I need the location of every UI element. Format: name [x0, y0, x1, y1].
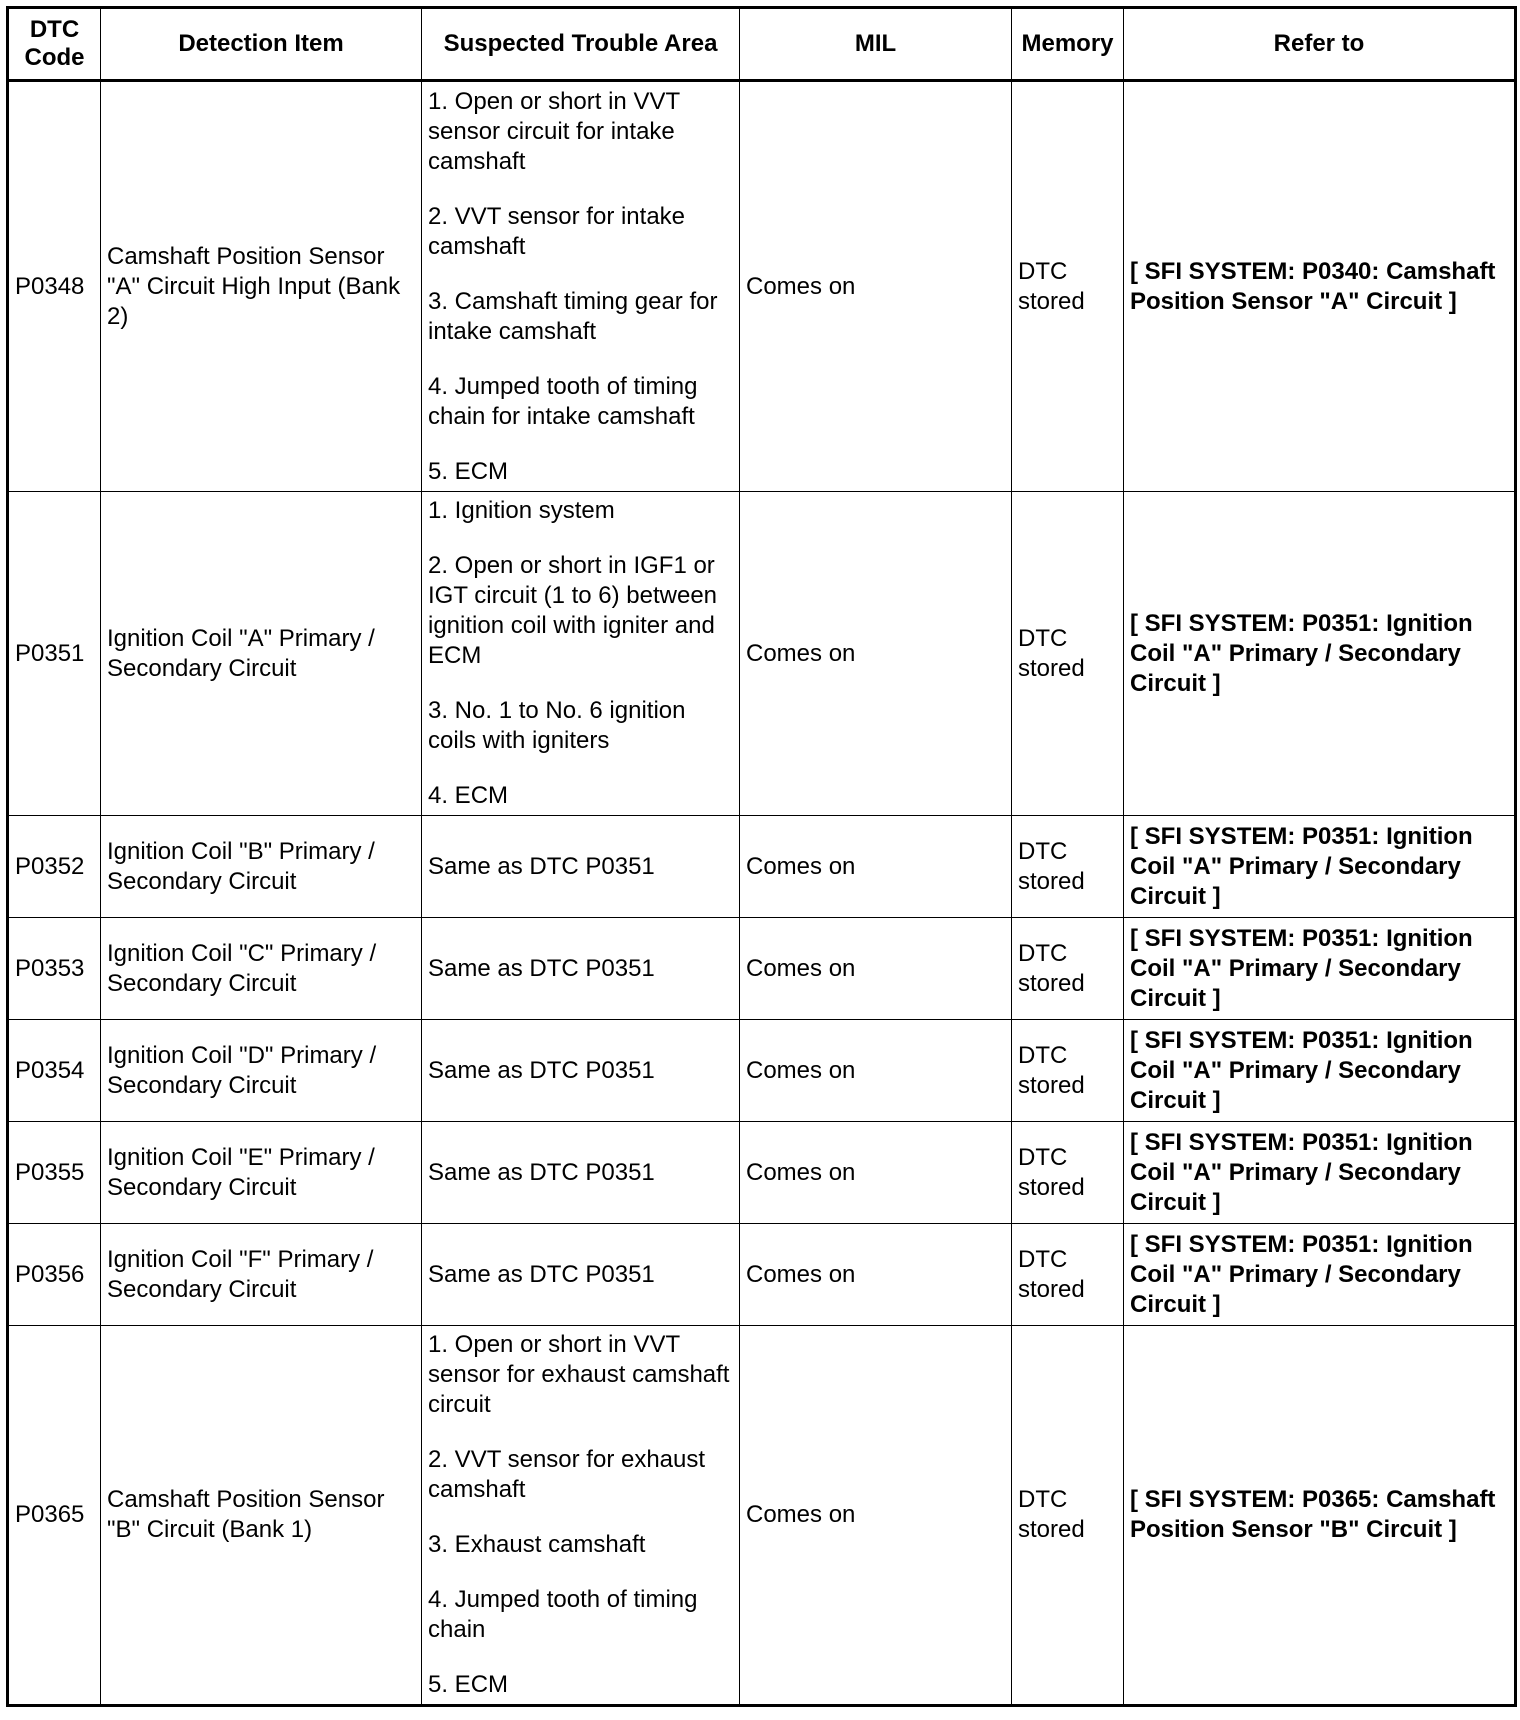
detection-item: Ignition Coil "F" Primary / Secondary Circuit [101, 1224, 422, 1326]
memory-status [1012, 81, 1124, 492]
dtc-code: P0354 [8, 1020, 101, 1122]
header-suspected-trouble-area: Suspected Trouble Area [422, 8, 740, 81]
memory-status [1012, 492, 1124, 816]
trouble-item: 3. No. 1 to No. 6 ignition coils with igniters [428, 697, 686, 754]
trouble-item: 2. VVT sensor for intake camshaft [428, 202, 686, 260]
memory-status [1012, 1326, 1124, 1706]
memory-status [1012, 1224, 1124, 1326]
header-dtc-code [8, 8, 101, 81]
detection-item: Ignition Coil "D" Primary / Secondary Circuit [101, 1020, 422, 1122]
detection-item: Ignition Coil "B" Primary / Secondary Circuit [101, 816, 422, 918]
detection-item: Camshaft Position Sensor "B" Circuit (Bank 1) [101, 1326, 422, 1706]
trouble-item: 1. Open or short in VVT sensor for exhaust camshaft circuit [428, 1331, 730, 1418]
memory-line2: stored [1018, 1275, 1085, 1303]
trouble-item: 5. ECM [428, 1671, 509, 1698]
header-memory: Memory [1012, 8, 1124, 81]
suspected-trouble-area: Same as DTC P0351 [422, 816, 740, 918]
trouble-item: 3. Exhaust camshaft [428, 1531, 646, 1558]
dtc-table-container [6, 6, 1514, 1707]
dtc-code: P0348 [8, 81, 101, 492]
mil-status: Comes on [740, 492, 1012, 816]
memory-line2: stored [1018, 969, 1085, 997]
mil-status: Comes on [740, 816, 1012, 918]
mil-status: Comes on [740, 81, 1012, 492]
table-row [8, 918, 1516, 1020]
mil-status: Comes on [740, 918, 1012, 1020]
detection-item: Ignition Coil "C" Primary / Secondary Circuit [101, 918, 422, 1020]
suspected-trouble-area: Same as DTC P0351 [422, 1224, 740, 1326]
trouble-item: 4. ECM [428, 782, 509, 809]
memory-line1: DTC [1018, 837, 1068, 865]
dtc-code: P0353 [8, 918, 101, 1020]
header-refer-to: Refer to [1124, 8, 1516, 81]
header-mil: MIL [740, 8, 1012, 81]
dtc-table [6, 6, 1517, 1707]
refer-to-link[interactable]: [ SFI SYSTEM: P0365: Camshaft Position Sensor "B" Circuit ] [1124, 1326, 1516, 1706]
table-row [8, 816, 1516, 918]
mil-status: Comes on [740, 1020, 1012, 1122]
table-row [8, 1224, 1516, 1326]
detection-item: Ignition Coil "A" Primary / Secondary Circuit [101, 492, 422, 816]
dtc-code: P0365 [8, 1326, 101, 1706]
detection-item: Ignition Coil "E" Primary / Secondary Circuit [101, 1122, 422, 1224]
memory-line1: DTC [1018, 1041, 1068, 1069]
memory-line2: stored [1018, 867, 1085, 895]
trouble-item: 2. VVT sensor for exhaust camshaft [428, 1446, 706, 1503]
refer-to-link[interactable]: [ SFI SYSTEM: P0351: Ignition Coil "A" Primary / Secondary Circuit ] [1124, 492, 1516, 816]
suspected-trouble-area [422, 81, 740, 492]
header-detection-item: Detection Item [101, 8, 422, 81]
table-row [8, 492, 1516, 816]
trouble-item: 3. Camshaft timing gear for intake camshaft [428, 287, 718, 345]
memory-line2: stored [1018, 1516, 1085, 1543]
header-dtc-code-line1: DTC [29, 16, 80, 43]
refer-to-link[interactable]: [ SFI SYSTEM: P0351: Ignition Coil "A" Primary / Secondary Circuit ] [1124, 1020, 1516, 1122]
header-dtc-code-line2: Code [24, 44, 85, 71]
dtc-code: P0355 [8, 1122, 101, 1224]
dtc-code: P0352 [8, 816, 101, 918]
trouble-item: 4. Jumped tooth of timing chain [428, 1586, 698, 1643]
memory-line1: DTC [1018, 939, 1068, 967]
table-row [8, 1326, 1516, 1706]
trouble-item: 5. ECM [428, 457, 509, 485]
suspected-trouble-area [422, 1326, 740, 1706]
memory-status [1012, 918, 1124, 1020]
memory-status [1012, 1122, 1124, 1224]
refer-to-link[interactable]: [ SFI SYSTEM: P0351: Ignition Coil "A" Primary / Secondary Circuit ] [1124, 1122, 1516, 1224]
memory-line1: DTC [1018, 1143, 1068, 1171]
memory-line2: stored [1018, 287, 1085, 315]
refer-to-link[interactable]: [ SFI SYSTEM: P0351: Ignition Coil "A" Primary / Secondary Circuit ] [1124, 918, 1516, 1020]
trouble-item: 2. Open or short in IGF1 or IGT circuit (1 to 6) between ignition coil with igniter and ECM [428, 552, 718, 669]
dtc-code: P0351 [8, 492, 101, 816]
mil-status: Comes on [740, 1326, 1012, 1706]
suspected-trouble-area: Same as DTC P0351 [422, 1122, 740, 1224]
refer-to-link[interactable]: [ SFI SYSTEM: P0351: Ignition Coil "A" Primary / Secondary Circuit ] [1124, 816, 1516, 918]
table-row [8, 1020, 1516, 1122]
trouble-item: 4. Jumped tooth of timing chain for intake camshaft [428, 372, 698, 430]
suspected-trouble-area [422, 492, 740, 816]
mil-status: Comes on [740, 1224, 1012, 1326]
memory-line2: stored [1018, 654, 1085, 682]
dtc-code: P0356 [8, 1224, 101, 1326]
table-row [8, 81, 1516, 492]
trouble-item: 1. Open or short in VVT sensor circuit for intake camshaft [428, 87, 680, 175]
memory-line1: DTC [1018, 1486, 1068, 1513]
suspected-trouble-area: Same as DTC P0351 [422, 918, 740, 1020]
refer-to-link[interactable]: [ SFI SYSTEM: P0351: Ignition Coil "A" Primary / Secondary Circuit ] [1124, 1224, 1516, 1326]
memory-line1: DTC [1018, 257, 1068, 285]
memory-line1: DTC [1018, 1245, 1068, 1273]
memory-line2: stored [1018, 1173, 1085, 1201]
memory-line1: DTC [1018, 624, 1068, 652]
mil-status: Comes on [740, 1122, 1012, 1224]
memory-status [1012, 816, 1124, 918]
memory-line2: stored [1018, 1071, 1085, 1099]
table-row [8, 1122, 1516, 1224]
detection-item: Camshaft Position Sensor "A" Circuit High Input (Bank 2) [101, 81, 422, 492]
memory-status [1012, 1020, 1124, 1122]
header-row [8, 8, 1516, 81]
suspected-trouble-area: Same as DTC P0351 [422, 1020, 740, 1122]
refer-to-link[interactable]: [ SFI SYSTEM: P0340: Camshaft Position Sensor "A" Circuit ] [1124, 81, 1516, 492]
trouble-item: 1. Ignition system [428, 497, 615, 524]
